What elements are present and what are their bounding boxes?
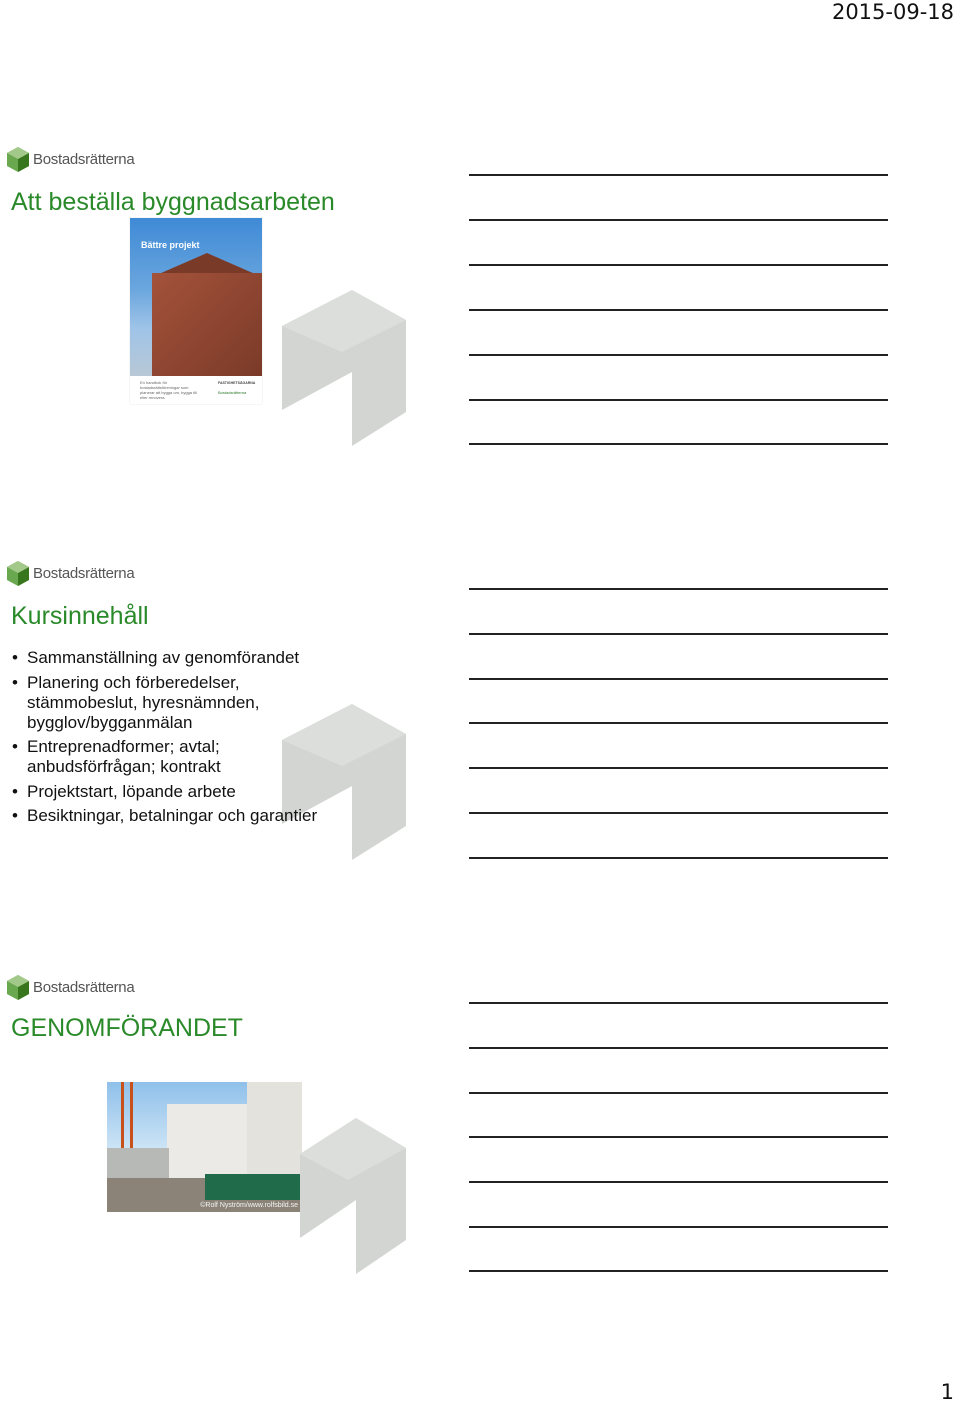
- logo-cube-icon: [7, 561, 29, 586]
- bullet-item: • Planering och förberedelser, stämmobeslut, hyresnämnden, bygglov/bygganmälan: [12, 673, 287, 733]
- bullet-item: • Projektstart, löpande arbete: [12, 782, 452, 802]
- note-line: [469, 722, 888, 724]
- brand-logo: [7, 974, 134, 1000]
- slide-1: [0, 146, 460, 456]
- note-line: [469, 678, 888, 680]
- note-line: [469, 309, 888, 311]
- bullet-list: [12, 648, 452, 831]
- note-line: [469, 354, 888, 356]
- logo-text: Bostadsrätterna: [33, 978, 135, 996]
- note-line: [469, 1092, 888, 1094]
- note-line: [469, 1181, 888, 1183]
- note-line: [469, 1002, 888, 1004]
- bullet-item: • Besiktningar, betalningar och garantier: [12, 806, 452, 826]
- note-line: [469, 1136, 888, 1138]
- note-line: [469, 1270, 888, 1272]
- bullet-item: • Sammanställning av genomförandet: [12, 648, 452, 668]
- date-header: 2015-09-18: [831, 0, 954, 24]
- bullet-item: • Entreprenadformer; avtal; anbudsförfrågan; kontrakt: [12, 737, 257, 777]
- note-line: [469, 767, 888, 769]
- note-line: [469, 857, 888, 859]
- slide-title: Att beställa byggnadsarbeten: [11, 188, 335, 216]
- hexagon-decoration-icon: [300, 1118, 406, 1274]
- logo-cube-icon: [7, 147, 29, 172]
- logo-text: Bostadsrätterna: [33, 150, 135, 168]
- book-cover-image: [130, 218, 262, 404]
- slide-3: [0, 974, 460, 1284]
- note-line: [469, 812, 888, 814]
- note-line: [469, 633, 888, 635]
- book-cover-title: Bättre projekt: [141, 240, 200, 250]
- brand-logo: [7, 560, 134, 586]
- note-line: [469, 1047, 888, 1049]
- note-line: [469, 1226, 888, 1228]
- logo-cube-icon: [7, 975, 29, 1000]
- book-cover-logo-1: FASTIGHETSÄGARNA: [218, 381, 256, 385]
- photo-credit: ©Rolf Nyström/www.rolfsbild.se: [200, 1202, 298, 1209]
- note-line: [469, 264, 888, 266]
- slide-title: Kursinnehåll: [11, 602, 149, 630]
- page-number: 1: [940, 1380, 954, 1404]
- book-cover-text: En handbok för bostadsrättsföreningar som planerar att bygga om, bygga till eller renovera: [140, 380, 197, 400]
- note-line: [469, 588, 888, 590]
- slide-2: [0, 560, 460, 870]
- slide-title: GENOMFÖRANDET: [11, 1014, 243, 1042]
- note-line: [469, 174, 888, 176]
- note-line: [469, 399, 888, 401]
- construction-photo: [107, 1082, 302, 1212]
- brand-logo: [7, 146, 134, 172]
- hexagon-decoration-icon: [282, 290, 406, 446]
- book-cover-logo-2: Bostadsrätterna: [218, 390, 247, 395]
- note-line: [469, 219, 888, 221]
- note-line: [469, 443, 888, 445]
- logo-text: Bostadsrätterna: [33, 564, 135, 582]
